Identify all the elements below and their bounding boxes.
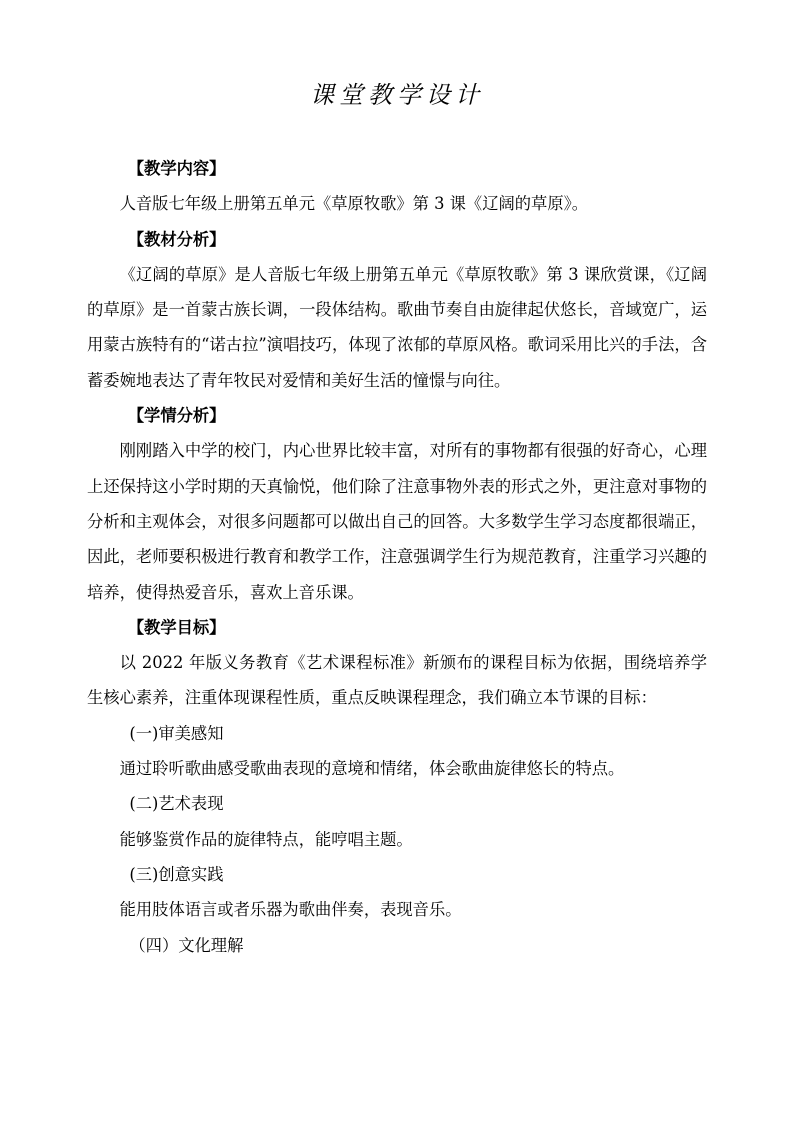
goal-text-creative: 能用肢体语言或者乐器为歌曲伴奏，表现音乐。 xyxy=(119,900,462,920)
goal-label-culture: （四）文化理解 xyxy=(129,935,244,955)
page-title: 课堂教学设计 xyxy=(310,81,484,109)
goal-text-expression: 能够鉴赏作品的旋律特点，能哼唱主题。 xyxy=(119,829,413,849)
section-heading-students: 【学情分析】 xyxy=(127,406,226,426)
section-text-students: 刚刚踏入中学的校门，内心世界比较丰富，对所有的事物都有很强的好奇心，心理上还保持这小学时期的天真愉悦，他们除了注意事物外表的形式之外，更注意对事物的分析和主观体会，对很多问题都可以做出自己的回答。大多数学生学习态度都很端正，因此，老师要积极进行教育和教学工作，注意强调学生行为规范教育，注重学习兴趣的培养，使得热爱音乐，喜欢上音乐课。 xyxy=(87,441,707,602)
goal-label-creative: (三)创意实践 xyxy=(129,864,224,884)
section-heading-content: 【教学内容】 xyxy=(127,159,226,178)
goal-label-aesthetic: (一)审美感知 xyxy=(129,723,224,743)
section-text-content: 人音版七年级上册第五单元《草原牧歌》第 3 课《辽阔的草原》。 xyxy=(119,194,589,214)
goal-text-aesthetic: 通过聆听歌曲感受歌曲表现的意境和情绪，体会歌曲旋律悠长的特点。 xyxy=(119,759,625,779)
section-text-analysis: 《辽阔的草原》是人音版七年级上册第五单元《草原牧歌》第 3 课欣赏课，《辽阔的草原》是一首蒙古族长调，一段体结构。歌曲节奏自由旋律起伏悠长，音域宽广，运用蒙古族特有的“诺古拉”演唱技巧，体现了浓郁的草原风格。歌词采用比兴的手法，含蓄委婉地表达了青年牧民对爱情和美好生活的憧憬与向往。 xyxy=(87,264,707,390)
section-heading-goals: 【教学目标】 xyxy=(127,617,226,637)
section-text-goals-intro: 以 2022 年版义务教育《艺术课程标准》新颁布的课程目标为依据，围绕培养学生核心素养，注重体现课程性质，重点反映课程理念，我们确立本节课的目标： xyxy=(87,653,707,708)
goal-label-expression: (二)艺术表现 xyxy=(129,794,224,814)
section-heading-analysis: 【教材分析】 xyxy=(127,229,226,249)
document-body xyxy=(87,151,707,963)
